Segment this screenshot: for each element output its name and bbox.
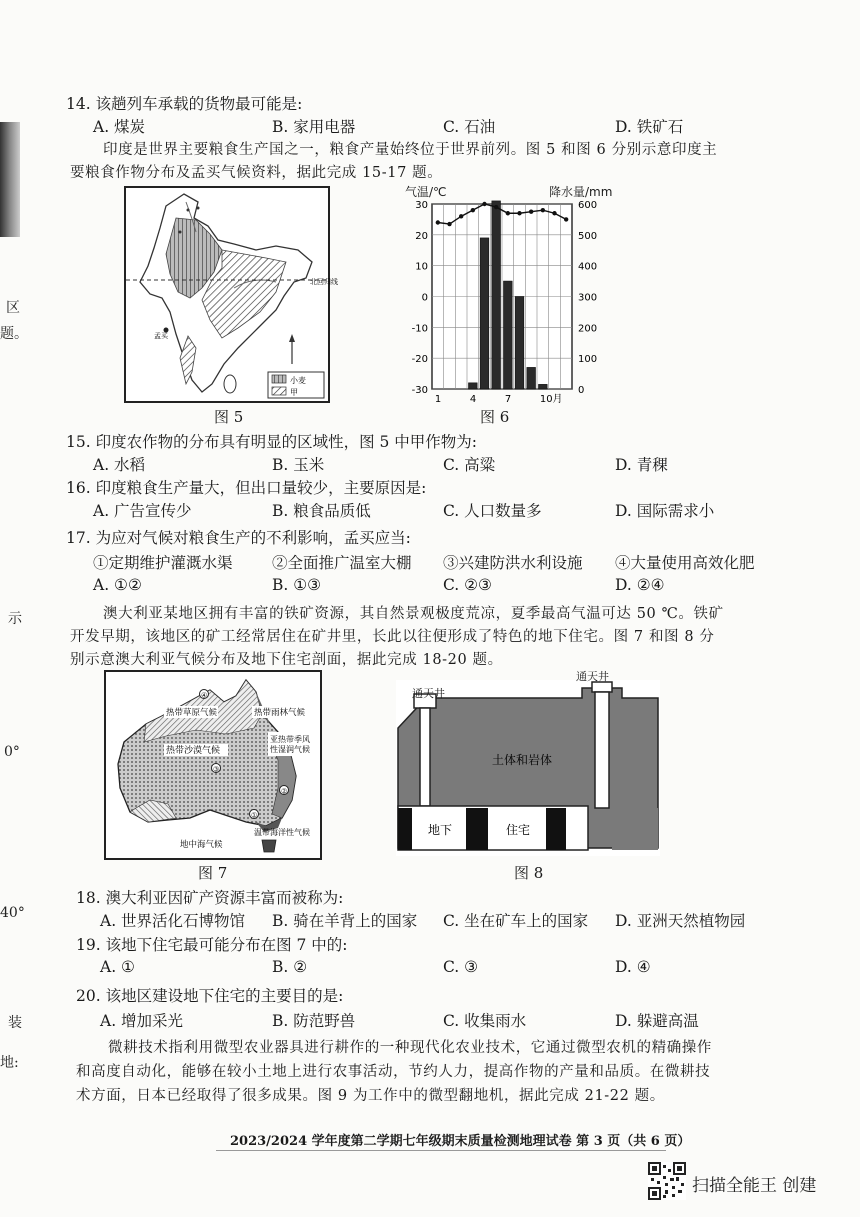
passage-line: 和高度自动化，能够在较小土地上进行农事活动，节约人力，提高作物的产量和品质。在微耕技 xyxy=(76,1064,711,1080)
x-axis-tick-label: 1 xyxy=(434,394,442,405)
question-18: 18. 澳大利亚因矿产资源丰富而被称为: xyxy=(76,889,344,907)
option-b: B. 玉米 xyxy=(272,456,325,474)
edge-text: 装 xyxy=(8,1015,22,1031)
figure-7-caption: 图 7 xyxy=(198,864,228,882)
passage-line: 微耕技术指利用微型农业器具进行耕作的一种现代化农业技术，它通过微型农机的精确操作 xyxy=(108,1040,712,1056)
marker-1: ① xyxy=(251,811,258,820)
australia-climate-map xyxy=(104,670,322,860)
precipitation-bar xyxy=(515,297,524,390)
option-b: B. 防范野兽 xyxy=(272,1012,356,1030)
dwelling-label: 住宅 xyxy=(506,823,531,837)
australia-map-svg xyxy=(106,672,320,858)
option-d: D. ④ xyxy=(615,958,651,976)
india-map-svg xyxy=(126,188,338,401)
rock-label: 土体和岩体 xyxy=(492,753,553,767)
marker-3: ③ xyxy=(213,765,220,774)
right-axis-tick-label: 100 xyxy=(578,354,598,366)
statement-1: ①定期维护灌溉水渠 xyxy=(93,554,233,572)
option-b: B. 骑在羊背上的国家 xyxy=(272,912,418,930)
passage-line: 印度是世界主要粮食生产国之一，粮食产量始终位于世界前列。图 5 和图 6 分别示意印度主 xyxy=(103,142,718,158)
right-skylight-label: 通天井 xyxy=(576,670,609,683)
precipitation-bar xyxy=(504,281,513,389)
option-d: D. 亚洲天然植物园 xyxy=(615,912,746,930)
option-d: D. ②④ xyxy=(615,576,665,594)
india-crop-map xyxy=(124,186,338,403)
tropic-label: 北回归线 xyxy=(310,278,338,286)
temperature-point xyxy=(494,205,498,209)
temperature-point xyxy=(447,222,451,226)
statement-2: ②全面推广温室大棚 xyxy=(272,554,412,572)
rainforest-label: 热带雨林气候 xyxy=(254,708,306,718)
option-c: C. 高粱 xyxy=(443,456,496,474)
option-a: A. 世界活化石博物馆 xyxy=(100,912,246,930)
oceanic-label: 温带海洋性气候 xyxy=(254,828,310,837)
question-16: 16. 印度粮食生产量大，但出口量较少，主要原因是: xyxy=(66,479,427,497)
right-axis-tick-label: 500 xyxy=(578,230,598,242)
x-axis-tick-label: 10月 xyxy=(539,394,563,405)
option-a: A. 煤炭 xyxy=(93,118,146,136)
temperature-point xyxy=(482,202,486,206)
x-axis-tick-label: 4 xyxy=(469,394,477,405)
option-d: D. 铁矿石 xyxy=(615,118,684,136)
precipitation-bar xyxy=(539,384,548,389)
temperature-point xyxy=(517,211,521,215)
subtropical-label: 亚热带季风性湿润气候 xyxy=(270,735,310,754)
edge-text: 40° xyxy=(0,905,25,921)
option-b: B. 家用电器 xyxy=(272,118,356,136)
option-c: C. 坐在矿车上的国家 xyxy=(443,912,589,930)
precipitation-bar xyxy=(527,367,536,389)
temperature-point xyxy=(541,208,545,212)
mumbai-label: 孟买 xyxy=(154,332,168,340)
mediterranean-label: 地中海气候 xyxy=(180,840,223,850)
precipitation-bar xyxy=(480,238,489,389)
temperature-point xyxy=(471,208,475,212)
mumbai-climate-chart xyxy=(396,182,616,404)
climate-right-axis-label: 降水量/mm xyxy=(549,185,613,199)
right-axis-tick-label: 300 xyxy=(578,292,598,304)
legend-jia-label: 甲 xyxy=(290,388,298,397)
statement-3: ③兴建防洪水利设施 xyxy=(443,554,583,572)
option-b: B. ①③ xyxy=(272,576,322,594)
left-skylight-label: 通天井 xyxy=(412,687,445,700)
temperature-point xyxy=(529,210,533,214)
passage-line: 要粮食作物分布及孟买气候资料，据此完成 15-17 题。 xyxy=(70,165,443,181)
question-19: 19. 该地下住宅最可能分布在图 7 中的: xyxy=(76,936,348,954)
question-15: 15. 印度农作物的分布具有明显的区域性，图 5 中甲作物为: xyxy=(66,433,478,451)
temperature-point xyxy=(506,211,510,215)
option-c: C. 人口数量多 xyxy=(443,502,542,520)
temperature-point xyxy=(564,217,568,221)
edge-text: 示 xyxy=(8,611,22,627)
precipitation-bar xyxy=(492,201,501,389)
left-axis-tick-label: 0 xyxy=(421,292,428,304)
marker-4: ④ xyxy=(201,691,208,700)
temperature-point xyxy=(459,214,463,218)
left-axis-tick-label: -10 xyxy=(411,323,428,335)
footer-rule xyxy=(216,1150,666,1151)
option-a: A. ①② xyxy=(93,576,142,594)
left-axis-tick-label: -20 xyxy=(411,354,428,366)
edge-text: 区 xyxy=(6,300,20,316)
left-axis-tick-label: 20 xyxy=(415,230,428,242)
option-b: B. ② xyxy=(272,958,308,976)
edge-text: 题。 xyxy=(0,326,28,342)
scanner-watermark: 扫描全能王 创建 xyxy=(692,1176,817,1196)
option-c: C. ②③ xyxy=(443,576,492,594)
left-axis-tick-label: 30 xyxy=(415,200,428,211)
question-20: 20. 该地区建设地下住宅的主要目的是: xyxy=(76,987,344,1005)
option-c: C. ③ xyxy=(443,958,479,976)
statement-4: ④大量使用高效化肥 xyxy=(615,554,755,572)
left-axis-tick-label: -30 xyxy=(411,385,428,396)
question-14: 14. 该趟列车承载的货物最可能是: xyxy=(66,95,303,113)
marker-2: ② xyxy=(281,787,288,796)
option-a: A. ① xyxy=(100,958,135,976)
option-a: A. 增加采光 xyxy=(100,1012,184,1030)
binding-strip xyxy=(0,122,20,237)
desert-label: 热带沙漠气候 xyxy=(166,746,221,756)
right-axis-tick-label: 0 xyxy=(578,385,585,396)
climate-chart-svg xyxy=(396,182,616,404)
option-b: B. 粮食品质低 xyxy=(272,502,371,520)
figure-6-caption: 图 6 xyxy=(480,408,510,426)
right-axis-tick-label: 600 xyxy=(578,200,598,211)
underground-label: 地下 xyxy=(428,823,453,837)
legend-wheat-label: 小麦 xyxy=(290,376,306,385)
qr-code-icon xyxy=(648,1162,686,1200)
option-d: D. 躲避高温 xyxy=(615,1012,699,1030)
left-axis-tick-label: 10 xyxy=(415,261,428,273)
right-axis-tick-label: 400 xyxy=(578,261,598,273)
savanna-label: 热带草原气候 xyxy=(166,708,218,718)
passage-line: 术方面，日本已经取得了很多成果。图 9 为工作中的微型翻地机，据此完成 21-22 题。 xyxy=(76,1088,665,1104)
temperature-point xyxy=(552,211,556,215)
passage-line: 开发早期，该地区的矿工经常居住在矿井里，长此以往便形成了特色的地下住宅。图 7 和图 8 分 xyxy=(70,629,715,645)
x-axis-tick-label: 7 xyxy=(504,394,512,405)
figure-5-caption: 图 5 xyxy=(214,408,244,426)
climate-left-axis-label: 气温/℃ xyxy=(405,185,447,199)
question-17: 17. 为应对气候对粮食生产的不利影响，孟买应当: xyxy=(66,529,411,547)
option-c: C. 石油 xyxy=(443,118,496,136)
precipitation-bar xyxy=(469,383,478,389)
option-a: A. 水稻 xyxy=(93,456,146,474)
option-c: C. 收集雨水 xyxy=(443,1012,527,1030)
option-a: A. 广告宣传少 xyxy=(93,502,192,520)
right-axis-tick-label: 200 xyxy=(578,323,598,335)
passage-line: 别示意澳大利亚气候分布及地下住宅剖面，据此完成 18-20 题。 xyxy=(70,652,503,668)
edge-text: 地: xyxy=(0,1055,19,1071)
passage-line: 澳大利亚某地区拥有丰富的铁矿资源，其自然景观极度荒凉，夏季最高气温可达 50 ℃。铁矿 xyxy=(103,606,724,622)
page-footer: 2023/2024 学年度第二学期七年级期末质量检测地理试卷 第 3 页（共 6 页） xyxy=(230,1134,691,1149)
edge-text: 0° xyxy=(4,744,20,760)
option-d: D. 国际需求小 xyxy=(615,502,715,520)
figure-8-caption: 图 8 xyxy=(514,864,544,882)
temperature-point xyxy=(436,220,440,224)
option-d: D. 青稞 xyxy=(615,456,668,474)
